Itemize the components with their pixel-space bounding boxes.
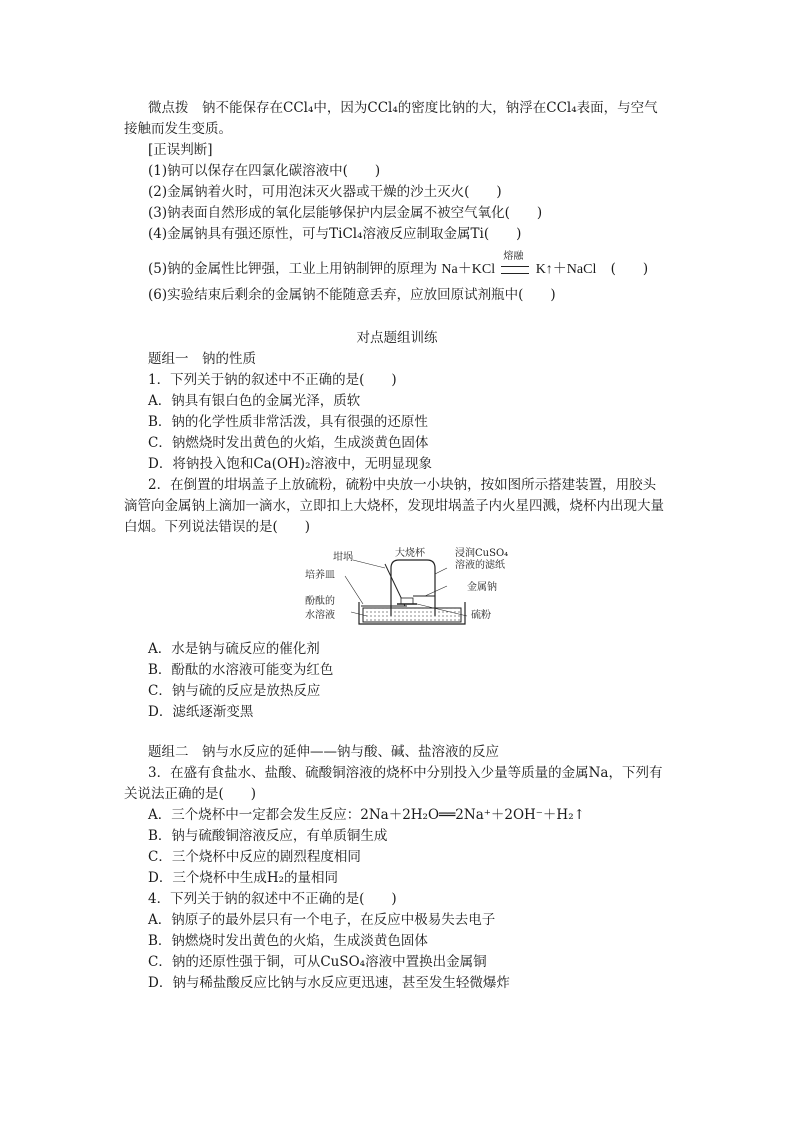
q4-stem: 4．下列关于钠的叙述中不正确的是( ) (148, 891, 397, 907)
q3-option-c: C．三个烧杯中反应的剧烈程度相同 (148, 849, 361, 865)
q4-option-d: D．钠与稀盐酸反应比钠与水反应更迅速，甚至发生轻微爆炸 (148, 975, 510, 991)
group1-title: 题组一 钠的性质 (148, 351, 256, 367)
judge-heading: [正误判断] (148, 142, 213, 158)
q4-option-b: B．钠燃烧时发出黄色的火焰，生成淡黄色固体 (148, 933, 428, 949)
judge-item-6: (6)实验结束后剩余的金属钠不能随意丢弃，应放回原试剂瓶中( ) (148, 287, 556, 303)
q2-option-a: A．水是钠与硫反应的催化剂 (148, 641, 320, 657)
group2-title: 题组二 钠与水反应的延伸——钠与酸、碱、盐溶液的反应 (148, 744, 499, 760)
q4-option-c: C．钠的还原性强于铜，可从CuSO₄溶液中置换出金属铜 (148, 954, 487, 970)
label-filter-1: 浸润CuSO₄ (455, 548, 509, 559)
label-crucible: 坩埚 (333, 552, 353, 563)
label-phenol-1: 酚酞的 (305, 596, 335, 607)
label-beaker: 大烧杯 (395, 548, 425, 559)
judge-item-5-formula-right: K↑＋NaCl (535, 262, 597, 277)
q2-option-b: B．酚酞的水溶液可能变为红色 (148, 662, 334, 678)
leader-dish (345, 576, 363, 604)
label-phenol-2: 水溶液 (305, 610, 335, 621)
label-filter-2: 溶液的滤纸 (455, 560, 505, 571)
q3-option-b: B．钠与硫酸铜溶液反应，有单质铜生成 (148, 828, 388, 844)
q4-option-a: A．钠原子的最外层只有一个电子，在反应中极易失去电子 (148, 912, 496, 928)
label-sodium: 金属钠 (467, 582, 497, 593)
q3-stem-line-2: 关说法正确的是( ) (124, 786, 257, 802)
q1-stem: 1．下列关于钠的叙述中不正确的是( ) (148, 372, 397, 388)
q2-stem-line-3: 白烟。下列说法错误的是( ) (124, 519, 311, 535)
q3-option-a: A．三个烧杯中一定都会发生反应：2Na＋2H₂O══2Na⁺＋2OH⁻＋H₂↑ (148, 807, 585, 823)
judge-item-5 (148, 251, 649, 279)
label-dish: 培养皿 (305, 570, 335, 581)
judge-item-2: (2)金属钠着火时，可用泡沫灭火器或干燥的沙土灭火( ) (148, 184, 502, 200)
q3-option-d: D．三个烧杯中生成H₂的量相同 (148, 870, 339, 886)
apparatus-diagram (297, 546, 517, 630)
reaction-condition (499, 251, 531, 278)
judge-item-4: (4)金属钠具有强还原性，可与TiCl₄溶液反应制取金属Ti( ) (148, 226, 522, 242)
judge-item-5-formula-left: Na＋KCl (441, 262, 496, 277)
q2-stem-line-2: 滴管向金属钠上滴加一滴水，立即扣上大烧杯，发现坩埚盖子内火星四溅，烧杯内出现大量 (124, 498, 664, 514)
leader-filter (435, 568, 447, 574)
q3-stem-line-1: 3．在盛有食盐水、盐酸、硫酸铜溶液的烧杯中分别投入少量等质量的金属Na，下列有 (148, 765, 663, 781)
judge-item-3: (3)钠表面自然形成的氧化层能够保护内层金属不被空气氧化( ) (148, 205, 543, 221)
judge-item-1: (1)钠可以保存在四氯化碳溶液中( ) (148, 163, 381, 179)
leader-sodium (425, 586, 447, 596)
reaction-condition-label: 熔融 (503, 251, 524, 262)
sodium-block (401, 598, 413, 604)
q2-stem-line-1: 2．在倒置的坩埚盖子上放硫粉，硫粉中央放一小块钠，按如图所示搭建装置，用胶头 (148, 477, 657, 493)
q1-option-c: C．钠燃烧时发出黄色的火焰，生成淡黄色固体 (148, 435, 429, 451)
q1-option-b: B．钠的化学性质非常活泼，具有很强的还原性 (148, 414, 428, 430)
equilibrium-arrow-icon (501, 266, 529, 274)
intro-line-1: 微点拨 钠不能保存在CCl₄中，因为CCl₄的密度比钠的大，钠浮在CCl₄表面，与空气 (148, 100, 658, 116)
dish-solution (363, 608, 461, 622)
intro-line-2: 接触而发生变质。 (124, 121, 232, 137)
q2-option-c: C．钠与硫的反应是放热反应 (148, 683, 321, 699)
judge-item-5-prefix: (5)钠的金属性比钾强，工业上用钠制钾的原理为 (148, 261, 438, 277)
judge-item-5-suffix: ( ) (610, 261, 649, 277)
q1-option-a: A．钠具有银白色的金属光泽，质软 (148, 393, 361, 409)
q1-option-d: D．将钠投入饱和Ca(OH)₂溶液中，无明显现象 (148, 456, 432, 472)
label-sulfur: 硫粉 (471, 610, 491, 621)
q2-option-d: D．滤纸逐渐变黑 (148, 704, 254, 720)
leader-crucible (353, 560, 385, 568)
section-title: 对点题组训练 (356, 330, 438, 346)
